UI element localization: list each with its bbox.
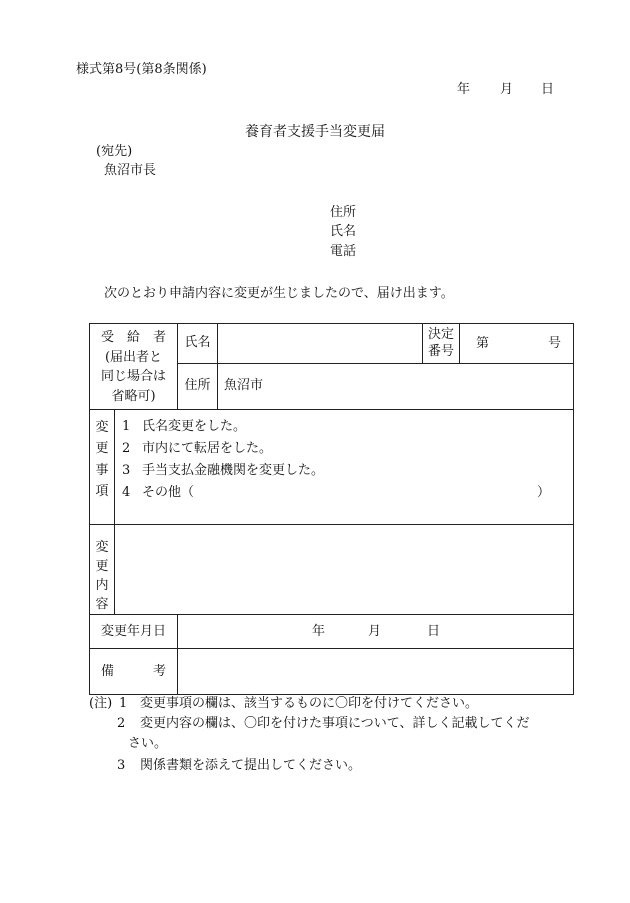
note-2-text: 変更内容の欄は、〇印を付けた事項について、詳しく記載してくだ	[140, 716, 530, 731]
change-date-label: 変更年月日	[90, 615, 178, 649]
number-suffix: 号	[548, 335, 562, 351]
change-item-4-close: ）	[537, 485, 551, 500]
intro-text: 次のとおり申請内容に変更が生じましたので、届け出ます。	[104, 286, 454, 301]
change-items-label: 変 更 事 項	[90, 410, 115, 525]
date-month-label: 月	[500, 82, 514, 97]
change-content-label: 変 更 内 容	[90, 525, 115, 615]
note-1-text: 変更事項の欄は、該当するものに〇印を付けてください。	[140, 696, 479, 711]
remarks-label: 備 考	[90, 649, 178, 695]
note-3-num: 3	[117, 758, 126, 773]
decision-label-line2: 番号	[428, 343, 455, 359]
change-item-1[interactable]: 1 氏名変更をした。	[122, 419, 247, 434]
date-day-label: 日	[541, 82, 555, 97]
decision-number-label	[423, 324, 460, 364]
note-2-continuation: さい。	[128, 736, 168, 751]
date-year-label: 年	[457, 82, 471, 97]
recipient-label: 受 給 者	[101, 330, 167, 345]
decision-number-field[interactable]	[460, 324, 574, 364]
document-title: 養育者支援手当変更届	[245, 124, 385, 140]
change-items-list	[115, 410, 574, 525]
recipient-name-label: 氏名	[178, 324, 218, 364]
change-item-4[interactable]: 4 その他（ ）	[122, 482, 573, 504]
decision-label-line1: 決定	[428, 326, 455, 342]
recipient-label-cell	[90, 324, 178, 410]
note-1-num: 1	[119, 696, 128, 711]
applicant-address-label: 住所	[330, 205, 357, 220]
recipient-address-label: 住所	[178, 364, 218, 410]
recipient-address-value: 魚沼市	[224, 378, 264, 394]
note-2-num: 2	[117, 716, 126, 731]
change-item-2[interactable]: 2 市内にて転居をした。	[122, 441, 273, 456]
change-date-month: 月	[368, 623, 382, 639]
form-table	[89, 323, 574, 695]
form-number: 様式第8号(第8条関係)	[76, 62, 207, 77]
addressee-name: 魚沼市長	[104, 163, 157, 178]
change-date-field[interactable]	[178, 615, 574, 649]
note-3-text: 関係書類を添えて提出してください。	[140, 758, 362, 773]
remarks-field[interactable]	[178, 649, 574, 695]
number-prefix: 第	[476, 335, 490, 351]
recipient-note-line2: 同じ場合は	[101, 369, 167, 384]
change-content-field[interactable]	[115, 525, 574, 615]
change-item-3[interactable]: 3 手当支払金融機関を変更した。	[122, 463, 325, 478]
recipient-note-line3: 省略可)	[111, 388, 156, 404]
applicant-phone-label: 電話	[330, 244, 357, 259]
addressee-label: (宛先)	[96, 144, 133, 159]
recipient-name-field[interactable]	[218, 324, 423, 364]
change-date-day: 日	[427, 623, 441, 639]
recipient-note-line1: (届出者と	[104, 349, 163, 365]
change-date-year: 年	[312, 623, 326, 639]
notes-prefix: (注)	[89, 696, 113, 711]
applicant-name-label: 氏名	[330, 224, 357, 239]
recipient-address-field[interactable]	[218, 364, 574, 410]
